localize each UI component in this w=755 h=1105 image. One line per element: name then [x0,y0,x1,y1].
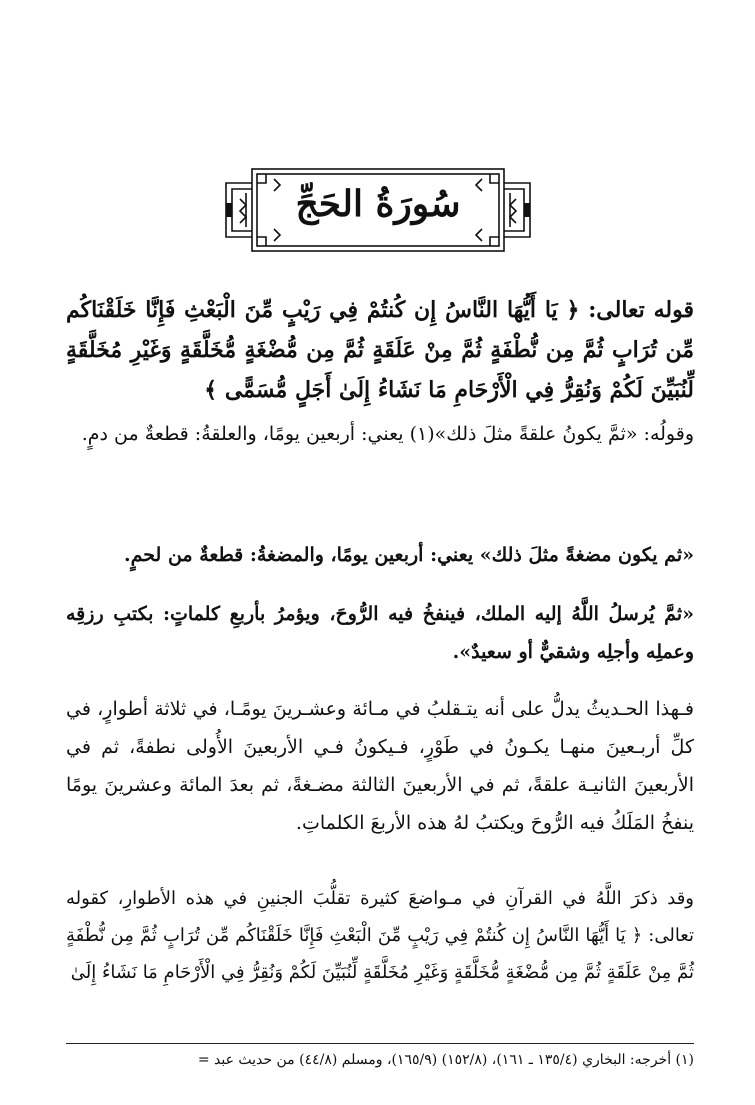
hadith-paragraph-3: «ثمَّ يُرسلُ اللَّهُ إليه الملك، فينفخُ فيه الرُّوحَ، ويؤمرُ بأربعِ كلماتٍ: بكتبِ رزقِه وعملِه وأجلِه وشقيٌّ أو سعيدٌ». [66,603,694,663]
hadith-paragraph-2: «ثم يكون مضغةً مثلَ ذلك» يعني: أربعين يومًا، والمضغةُ: قطعةٌ من لحمٍ. [124,544,694,566]
verse-paragraph: قوله تعالى: ﴿ يَا أَيُّهَا النَّاسُ إِن كُنتُمْ فِي رَيْبٍ مِّنَ الْبَعْثِ فَإِنَّا خَلَقْنَاكُم مِّن تُرَابٍ ثُمَّ مِن نُّطْفَةٍ ثُمَّ مِنْ عَلَقَةٍ ثُمَّ مِن مُّضْغَةٍ مُّخَلَّقَةٍ وَغَيْرِ مُخَلَّقَةٍ لِّنُبَيِّنَ لَكُمْ وَنُقِرُّ فِي الْأَرْحَامِ مَا نَشَاءُ إِلَىٰ أَجَلٍ مُّسَمًّى ﴾ [66,297,694,403]
surah-title: سُورَةُ الحَجِّ [295,183,461,225]
quran-reference-paragraph: وقد ذكرَ اللَّهُ في القرآنِ في مـواضعَ كثيرة تقلُّبَ الجنينِ في هذه الأطوارِ، كقوله تعالى: ﴿ يَا أَيُّهَا النَّاسُ إِن كُنتُمْ فِي رَيْبٍ مِّنَ الْبَعْثِ فَإِنَّا خَلَقْنَاكُم مِّن تُرَابٍ ثُمَّ مِن نُّطْفَةٍ ثُمَّ مِنْ عَلَقَةٍ ثُمَّ مِن مُّضْغَةٍ مُّخَلَّقَةٍ وَغَيْرِ مُخَلَّقَةٍ لِّنُبَيِّنَ لَكُمْ وَنُقِرُّ فِي الْأَرْحَامِ مَا نَشَاءُ إِلَىٰ [66,888,694,983]
hadith-paragraph-1: وقولُه: «ثمَّ يكونُ علقةً مثلَ ذلك»(١) يعني: أربعين يومًا، والعلقةُ: قطعةٌ من دمٍ. [81,423,694,445]
surah-title-frame [222,163,534,257]
footnote: (١) أخرجه: البخاري (١٣٥/٤ ـ ١٦١)، (١٥٢/٨) (١٦٥/٩)، ومسلم (٤٤/٨) من حديث عبد = [197,1052,694,1068]
footnote-divider [66,1043,694,1044]
explanation-paragraph: فـهذا الحـديثُ يدلُّ على أنه يتـقلبُ في مـائة وعشـرينَ يومًـا، في ثلاثة أطوارٍ، في كلِّ أربـعينَ منهـا يكـونُ في طَوْرٍ، فـيكونُ فـي الأربعينَ الأُولى نطفةً، ثم في الأربعينَ الثانيـة علقةً، ثم في الأربعينَ الثالثة مضـغةً، ثم بعدَ المائة وعشرينَ يومًا ينفخُ المَلَكُ فيه الرُّوحَ ويكتبُ لهُ هذه الأربعَ الكلماتِ. [66,698,694,834]
